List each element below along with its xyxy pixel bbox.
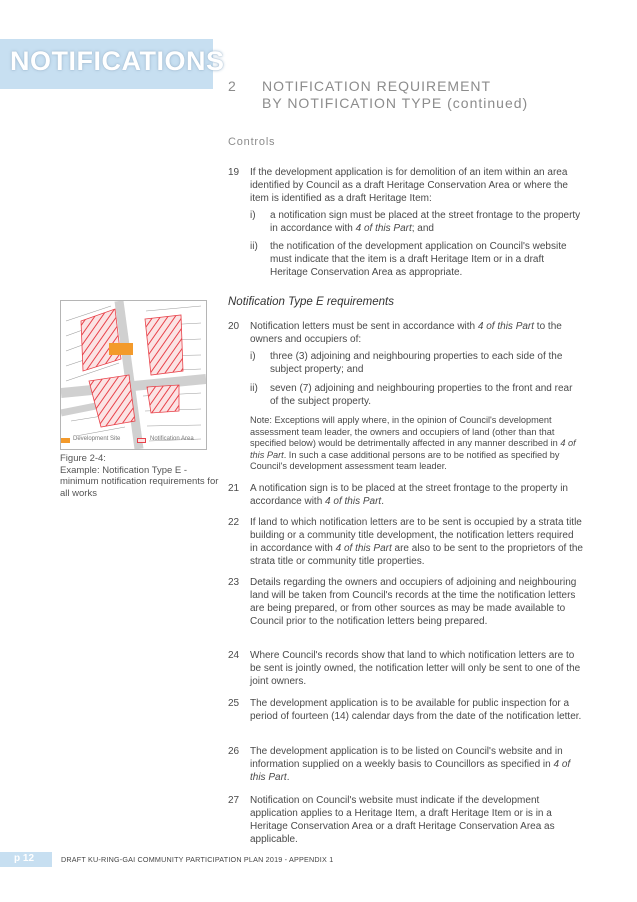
item-text (250, 482, 583, 508)
sub-numeral: i) (250, 210, 256, 221)
item-text-part: If land to which notification letters are to be sent is occupied by a strata title building or a community title development, the notification letters required in accordance with (250, 517, 582, 554)
item-text (250, 745, 583, 784)
legend-site-swatch (61, 438, 70, 443)
figure-number: Figure 2-4: (60, 453, 106, 464)
sub-text (270, 209, 583, 235)
sub-numeral: ii) (250, 383, 258, 394)
page-number: p 12 (14, 853, 35, 864)
legend-area-label: Notification Area (150, 436, 194, 442)
item-number: 24 (228, 650, 240, 661)
sub-text-part: ; and (411, 223, 434, 234)
note-text-part: . In such a case additional persons are to be notified as specified by Council's development assessment team leader. (250, 449, 560, 471)
sub-text: seven (7) adjoining and neighbouring properties to the front and rear of the subject property. (270, 383, 573, 407)
section-title-line1: NOTIFICATION REQUIREMENT (262, 78, 492, 94)
item-number: 25 (228, 698, 240, 709)
banner-title: NOTIFICATIONS (10, 46, 225, 76)
item-text: Where Council's records show that land to which notification letters are to be sent is jointly owned, the notification letter will only be sent to one of the joint owners. (250, 650, 581, 687)
item-number: 21 (228, 483, 240, 494)
note-text-part: Note: Exceptions will apply where, in the opinion of Council's development assessment team leader, the owners and occupiers of land (other than that specified below) would be detrimentally affected in any manner described in (250, 415, 561, 448)
item-text-part: . (286, 772, 290, 783)
item-text: If the development application is for demolition of an item within an area identified by Council as a draft Heritage Conservation Area or where the item is identified as a draft Heritage Item: (250, 167, 568, 204)
cross-reference: 4 of this Part (250, 438, 576, 460)
page-number-tab (0, 852, 52, 867)
notification-map-svg (61, 301, 206, 449)
section-number: 2 (228, 78, 237, 94)
footer-document-title: DRAFT KU-RING-GAI COMMUNITY PARTICIPATION PLAN 2019 - APPENDIX 1 (61, 855, 334, 864)
item-text: Notification on Council's website must indicate if the development application applies to a Heritage Item, a draft Heritage Item or is in a Heritage Conservation Area or a draft Heritage Conservation Area as applicable. (250, 795, 555, 845)
legend-area-swatch (137, 438, 146, 443)
item-text-part: Notification letters must be sent in accordance with (250, 321, 478, 332)
sub-text: three (3) adjoining and neighbouring properties to each side of the subject property; and (270, 351, 563, 375)
figure-map (60, 300, 207, 450)
item-text-part: are also to be sent to the proprietors of the strata title or community title properties. (250, 543, 583, 567)
item-text-part: The development application is to be listed on Council's website and in information supplied on a weekly basis to Councillors as specified in (250, 746, 563, 770)
figure-description: Example: Notification Type E - minimum notification requirements for all works (60, 464, 219, 499)
sub-text-part: a notification sign must be placed at the street frontage to the property in accordance with (270, 210, 581, 234)
cross-reference: 4 of this Part (335, 543, 392, 554)
item-number: 23 (228, 577, 240, 588)
figure-legend (61, 436, 207, 446)
item-number: 20 (228, 321, 240, 332)
item-text: The development application is to be available for public inspection for a period of fourteen (14) calendar days from the date of the notification letter. (250, 698, 582, 722)
item-number: 26 (228, 746, 240, 757)
development-site (109, 343, 133, 355)
item-text-part: A notification sign is to be placed at the street frontage to the property in accordance with (250, 483, 568, 507)
section-banner (0, 39, 225, 89)
section-title-line2: BY NOTIFICATION TYPE (continued) (262, 95, 529, 111)
figure-caption (60, 453, 220, 499)
item-number: 22 (228, 517, 240, 528)
sub-text: the notification of the development application on Council's website must indicate that the item is a draft Heritage Item or in a draft Heritage Conservation Area as appropriate. (270, 241, 567, 278)
sub-numeral: ii) (250, 241, 258, 252)
item-number: 27 (228, 795, 240, 806)
sub-numeral: i) (250, 351, 256, 362)
type-e-heading: Notification Type E requirements (228, 296, 394, 308)
item-text (250, 516, 583, 568)
cross-reference: 4 of this Part (250, 759, 571, 783)
item-text-part: to the owners and occupiers of: (250, 321, 562, 345)
item-text (250, 320, 583, 346)
cross-reference: 4 of this Part (477, 321, 535, 332)
item-text: Details regarding the owners and occupiers of adjoining and neighbouring land will be taken from Council's records at the time the notification letters are being prepared, or from other sources as may be made available to Council prior to the notification letters being prepared. (250, 577, 577, 627)
item-number: 19 (228, 167, 240, 178)
cross-reference: 4 of this Part (325, 496, 382, 507)
controls-heading: Controls (228, 136, 276, 148)
cross-reference: 4 of this Part (355, 223, 412, 234)
legend-site-label: Development Site (73, 436, 121, 442)
section-title (262, 78, 528, 112)
exception-note (250, 415, 578, 473)
item-text-part: . (381, 496, 384, 507)
